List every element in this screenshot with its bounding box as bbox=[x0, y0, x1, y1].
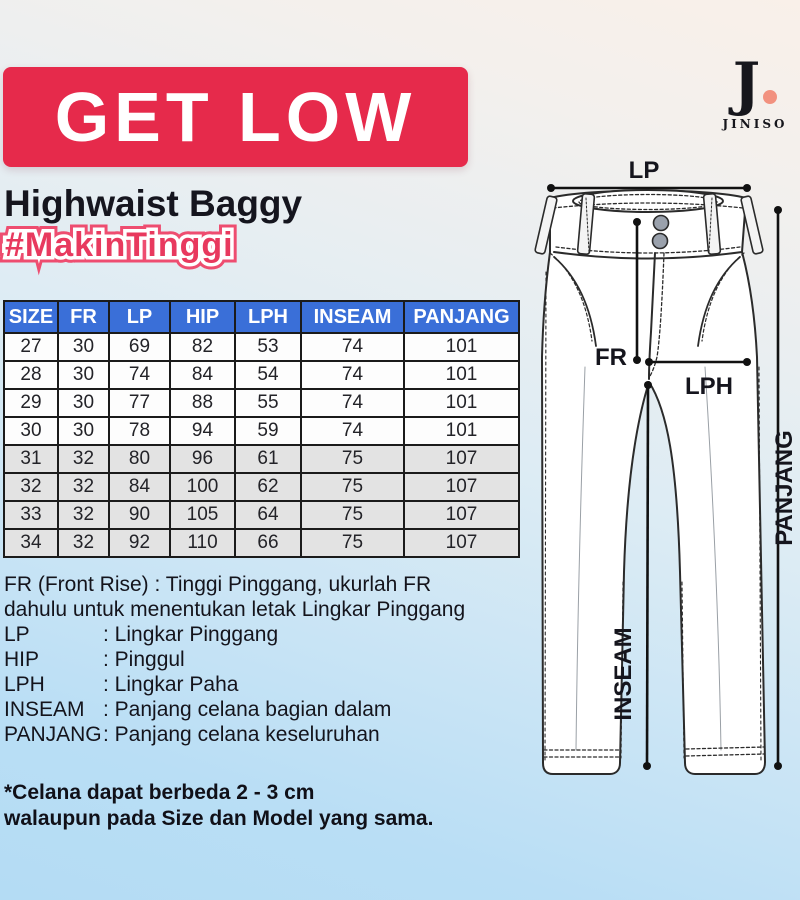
jeans-button bbox=[653, 234, 668, 249]
legend-item-hip bbox=[4, 647, 529, 672]
table-cell: 61 bbox=[235, 445, 301, 473]
logo-letter: J bbox=[732, 50, 761, 118]
table-cell: 55 bbox=[235, 389, 301, 417]
table-cell: 88 bbox=[170, 389, 235, 417]
table-cell: 94 bbox=[170, 417, 235, 445]
table-row bbox=[4, 333, 519, 361]
table-cell: 75 bbox=[301, 445, 404, 473]
footnote-line2: walaupun pada Size dan Model yang sama. bbox=[4, 807, 434, 830]
table-cell: 101 bbox=[404, 361, 519, 389]
legend-intro bbox=[4, 572, 529, 622]
legend-def: : Lingkar Paha bbox=[103, 673, 239, 696]
legend-term: LP bbox=[4, 623, 30, 646]
table-cell: 28 bbox=[4, 361, 58, 389]
table-cell: 32 bbox=[58, 501, 109, 529]
diagram-label-panjang: PANJANG bbox=[771, 430, 798, 546]
table-cell: 69 bbox=[109, 333, 170, 361]
table-row bbox=[4, 501, 519, 529]
table-cell: 29 bbox=[4, 389, 58, 417]
table-cell: 92 bbox=[109, 529, 170, 557]
table-cell: 84 bbox=[170, 361, 235, 389]
table-cell: 32 bbox=[58, 473, 109, 501]
legend-item-panjang bbox=[4, 722, 529, 747]
jeans-drawing bbox=[535, 190, 765, 774]
table-cell: 101 bbox=[404, 389, 519, 417]
table-cell: 32 bbox=[4, 473, 58, 501]
table-header-row bbox=[4, 301, 519, 333]
table-cell: 107 bbox=[404, 445, 519, 473]
jeans-diagram bbox=[528, 152, 800, 802]
product-name-banner bbox=[3, 67, 468, 167]
legend-def: : Pinggul bbox=[103, 648, 185, 671]
table-cell: 107 bbox=[404, 473, 519, 501]
table-cell: 75 bbox=[301, 473, 404, 501]
measurement-legend bbox=[4, 572, 529, 747]
table-cell: 107 bbox=[404, 501, 519, 529]
table-row bbox=[4, 445, 519, 473]
table-cell: 74 bbox=[301, 389, 404, 417]
table-cell: 74 bbox=[109, 361, 170, 389]
table-cell: 84 bbox=[109, 473, 170, 501]
table-cell: 33 bbox=[4, 501, 58, 529]
footnote bbox=[4, 780, 433, 832]
table-cell: 30 bbox=[58, 333, 109, 361]
hashtag-text: #MakinTinggi #MakinTinggi #MakinTinggi bbox=[5, 226, 234, 265]
table-cell: 32 bbox=[58, 529, 109, 557]
table-row bbox=[4, 529, 519, 557]
footnote-line1: *Celana dapat berbeda 2 - 3 cm bbox=[4, 781, 315, 804]
table-cell: 74 bbox=[301, 333, 404, 361]
logo-dot-icon bbox=[763, 90, 777, 104]
table-cell: 75 bbox=[301, 501, 404, 529]
table-cell: 107 bbox=[404, 529, 519, 557]
col-header-panjang: PANJANG bbox=[404, 301, 519, 333]
diagram-label-lph: LPH bbox=[685, 373, 733, 400]
size-table-body bbox=[4, 333, 519, 557]
jeans-button bbox=[654, 216, 669, 231]
table-row bbox=[4, 361, 519, 389]
table-cell: 90 bbox=[109, 501, 170, 529]
legend-intro-line1: FR (Front Rise) : Tinggi Pinggang, ukurlah FR bbox=[4, 573, 432, 596]
table-cell: 75 bbox=[301, 529, 404, 557]
table-cell: 30 bbox=[58, 389, 109, 417]
table-cell: 30 bbox=[58, 361, 109, 389]
legend-def: : Panjang celana bagian dalam bbox=[103, 698, 392, 721]
legend-item-lp bbox=[4, 622, 529, 647]
diagram-label-fr: FR bbox=[595, 344, 627, 371]
legend-term: INSEAM bbox=[4, 698, 85, 721]
table-cell: 110 bbox=[170, 529, 235, 557]
col-header-size: SIZE bbox=[4, 301, 58, 333]
product-subtitle: Highwaist Baggy bbox=[4, 183, 303, 224]
table-row bbox=[4, 417, 519, 445]
table-row bbox=[4, 473, 519, 501]
legend-def: : Lingkar Pinggang bbox=[103, 623, 279, 646]
logo-brand-name: JINISO bbox=[722, 116, 788, 131]
legend-term: HIP bbox=[4, 648, 40, 671]
table-cell: 53 bbox=[235, 333, 301, 361]
col-header-lph: LPH bbox=[235, 301, 301, 333]
table-cell: 101 bbox=[404, 333, 519, 361]
table-cell: 100 bbox=[170, 473, 235, 501]
table-cell: 62 bbox=[235, 473, 301, 501]
legend-term: LPH bbox=[4, 673, 45, 696]
table-cell: 64 bbox=[235, 501, 301, 529]
col-header-hip: HIP bbox=[170, 301, 235, 333]
table-cell: 31 bbox=[4, 445, 58, 473]
col-header-fr: FR bbox=[58, 301, 109, 333]
legend-intro-line2: dahulu untuk menentukan letak Lingkar Pinggang bbox=[4, 598, 466, 621]
table-cell: 27 bbox=[4, 333, 58, 361]
table-cell: 96 bbox=[170, 445, 235, 473]
legend-item-lph bbox=[4, 672, 529, 697]
col-header-lp: LP bbox=[109, 301, 170, 333]
table-cell: 74 bbox=[301, 361, 404, 389]
table-cell: 30 bbox=[58, 417, 109, 445]
table-cell: 74 bbox=[301, 417, 404, 445]
table-cell: 66 bbox=[235, 529, 301, 557]
table-cell: 82 bbox=[170, 333, 235, 361]
inseam-measure-line bbox=[647, 385, 648, 766]
size-table bbox=[3, 300, 520, 558]
table-cell: 105 bbox=[170, 501, 235, 529]
table-cell: 78 bbox=[109, 417, 170, 445]
legend-def: : Panjang celana keseluruhan bbox=[103, 723, 380, 746]
table-cell: 59 bbox=[235, 417, 301, 445]
table-cell: 34 bbox=[4, 529, 58, 557]
diagram-label-lp: LP bbox=[628, 157, 660, 184]
legend-item-inseam bbox=[4, 697, 529, 722]
diagram-label-inseam: INSEAM bbox=[610, 627, 637, 721]
logo-monogram bbox=[712, 50, 798, 118]
legend-term: PANJANG bbox=[4, 723, 102, 746]
table-cell: 77 bbox=[109, 389, 170, 417]
table-cell: 101 bbox=[404, 417, 519, 445]
table-cell: 32 bbox=[58, 445, 109, 473]
table-cell: 80 bbox=[109, 445, 170, 473]
col-header-inseam: INSEAM bbox=[301, 301, 404, 333]
table-row bbox=[4, 389, 519, 417]
brand-logo bbox=[712, 50, 798, 131]
product-title: GET LOW bbox=[54, 78, 417, 156]
table-cell: 30 bbox=[4, 417, 58, 445]
table-cell: 54 bbox=[235, 361, 301, 389]
